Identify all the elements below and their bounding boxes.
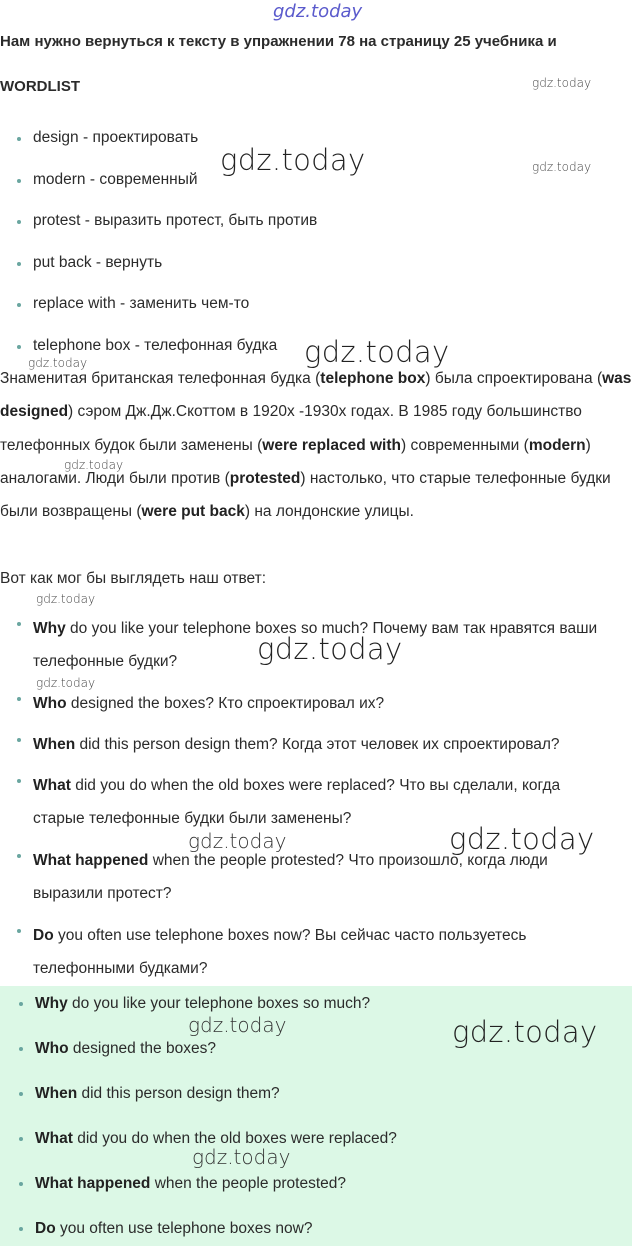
list-item: What happened when the people protested?: [18, 1167, 397, 1212]
list-item: protest - выразить протест, быть против: [16, 210, 317, 252]
watermark-small: gdz.today: [532, 76, 592, 90]
list-item: What did you do when the old boxes were replaced?: [18, 1122, 397, 1167]
list-item: Why do you like your telephone boxes so much?: [18, 987, 397, 1032]
list-item: When did this person design them?: [18, 1077, 397, 1122]
list-item: design - проектировать: [16, 127, 317, 169]
watermark-top: gdz.today: [273, 1, 363, 22]
watermark-large: gdz.today: [304, 335, 450, 369]
list-item: Why do you like your telephone boxes so much? Почему вам так нравятся ваши телефонные будки?: [16, 612, 616, 678]
watermark-large: gdz.today: [220, 143, 366, 177]
watermark-small: gdz.today: [36, 676, 96, 690]
list-item: Who designed the boxes?: [18, 1032, 397, 1077]
questions-with-translation: [16, 612, 616, 994]
list-item: Who designed the boxes? Кто спроектировал их?: [16, 687, 616, 720]
watermark-small: gdz.today: [64, 458, 124, 472]
list-item: Do you often use telephone boxes now? Вы сейчас часто пользуетесь телефонными будками?: [16, 919, 616, 985]
list-item: telephone box - телефонная будка: [16, 335, 317, 377]
wordlist-title: WORDLIST: [0, 78, 80, 95]
watermark-small: gdz.today: [28, 356, 88, 370]
watermark-large: gdz.today: [257, 632, 403, 666]
list-item: What happened when the people protested? Что произошло, когда люди выразили протест?: [16, 844, 616, 910]
summary-paragraph: Знаменитая британская телефонная будка (telephone box) была спроектирована (was designed) сэром Дж.Дж.Скоттом в 1920х -1930х годах. В 1985 году большинство телефонных будок были заменены (were replaced with) современными (modern) аналогами. Люди были против (protested) настолько, что старые телефонные будки были возвращены (were put back) на лондонские улицы.: [0, 370, 632, 521]
watermark-medium: gdz.today: [192, 1145, 291, 1169]
list-item: What did you do when the old boxes were replaced? Что вы сделали, когда старые телефонные будки были заменены?: [16, 769, 616, 835]
watermark-large: gdz.today: [449, 822, 595, 856]
watermark-small: gdz.today: [532, 160, 592, 174]
list-item: Do you often use telephone boxes now?: [18, 1212, 397, 1257]
list-item: modern - современный: [16, 169, 317, 211]
list-item: When did this person design them? Когда этот человек их спроектировал?: [16, 728, 616, 761]
watermark-small: gdz.today: [36, 592, 96, 606]
list-item: replace with - заменить чем-то: [16, 293, 317, 335]
list-item: put back - вернуть: [16, 252, 317, 294]
answer-intro: Вот как мог бы выглядеть наш ответ:: [0, 570, 267, 587]
watermark-medium: gdz.today: [188, 829, 287, 853]
page-heading: Нам нужно вернуться к тексту в упражнении 78 на страницу 25 учебника и: [0, 33, 557, 50]
watermark-large: gdz.today: [452, 1015, 598, 1049]
watermark-medium: gdz.today: [188, 1013, 287, 1037]
